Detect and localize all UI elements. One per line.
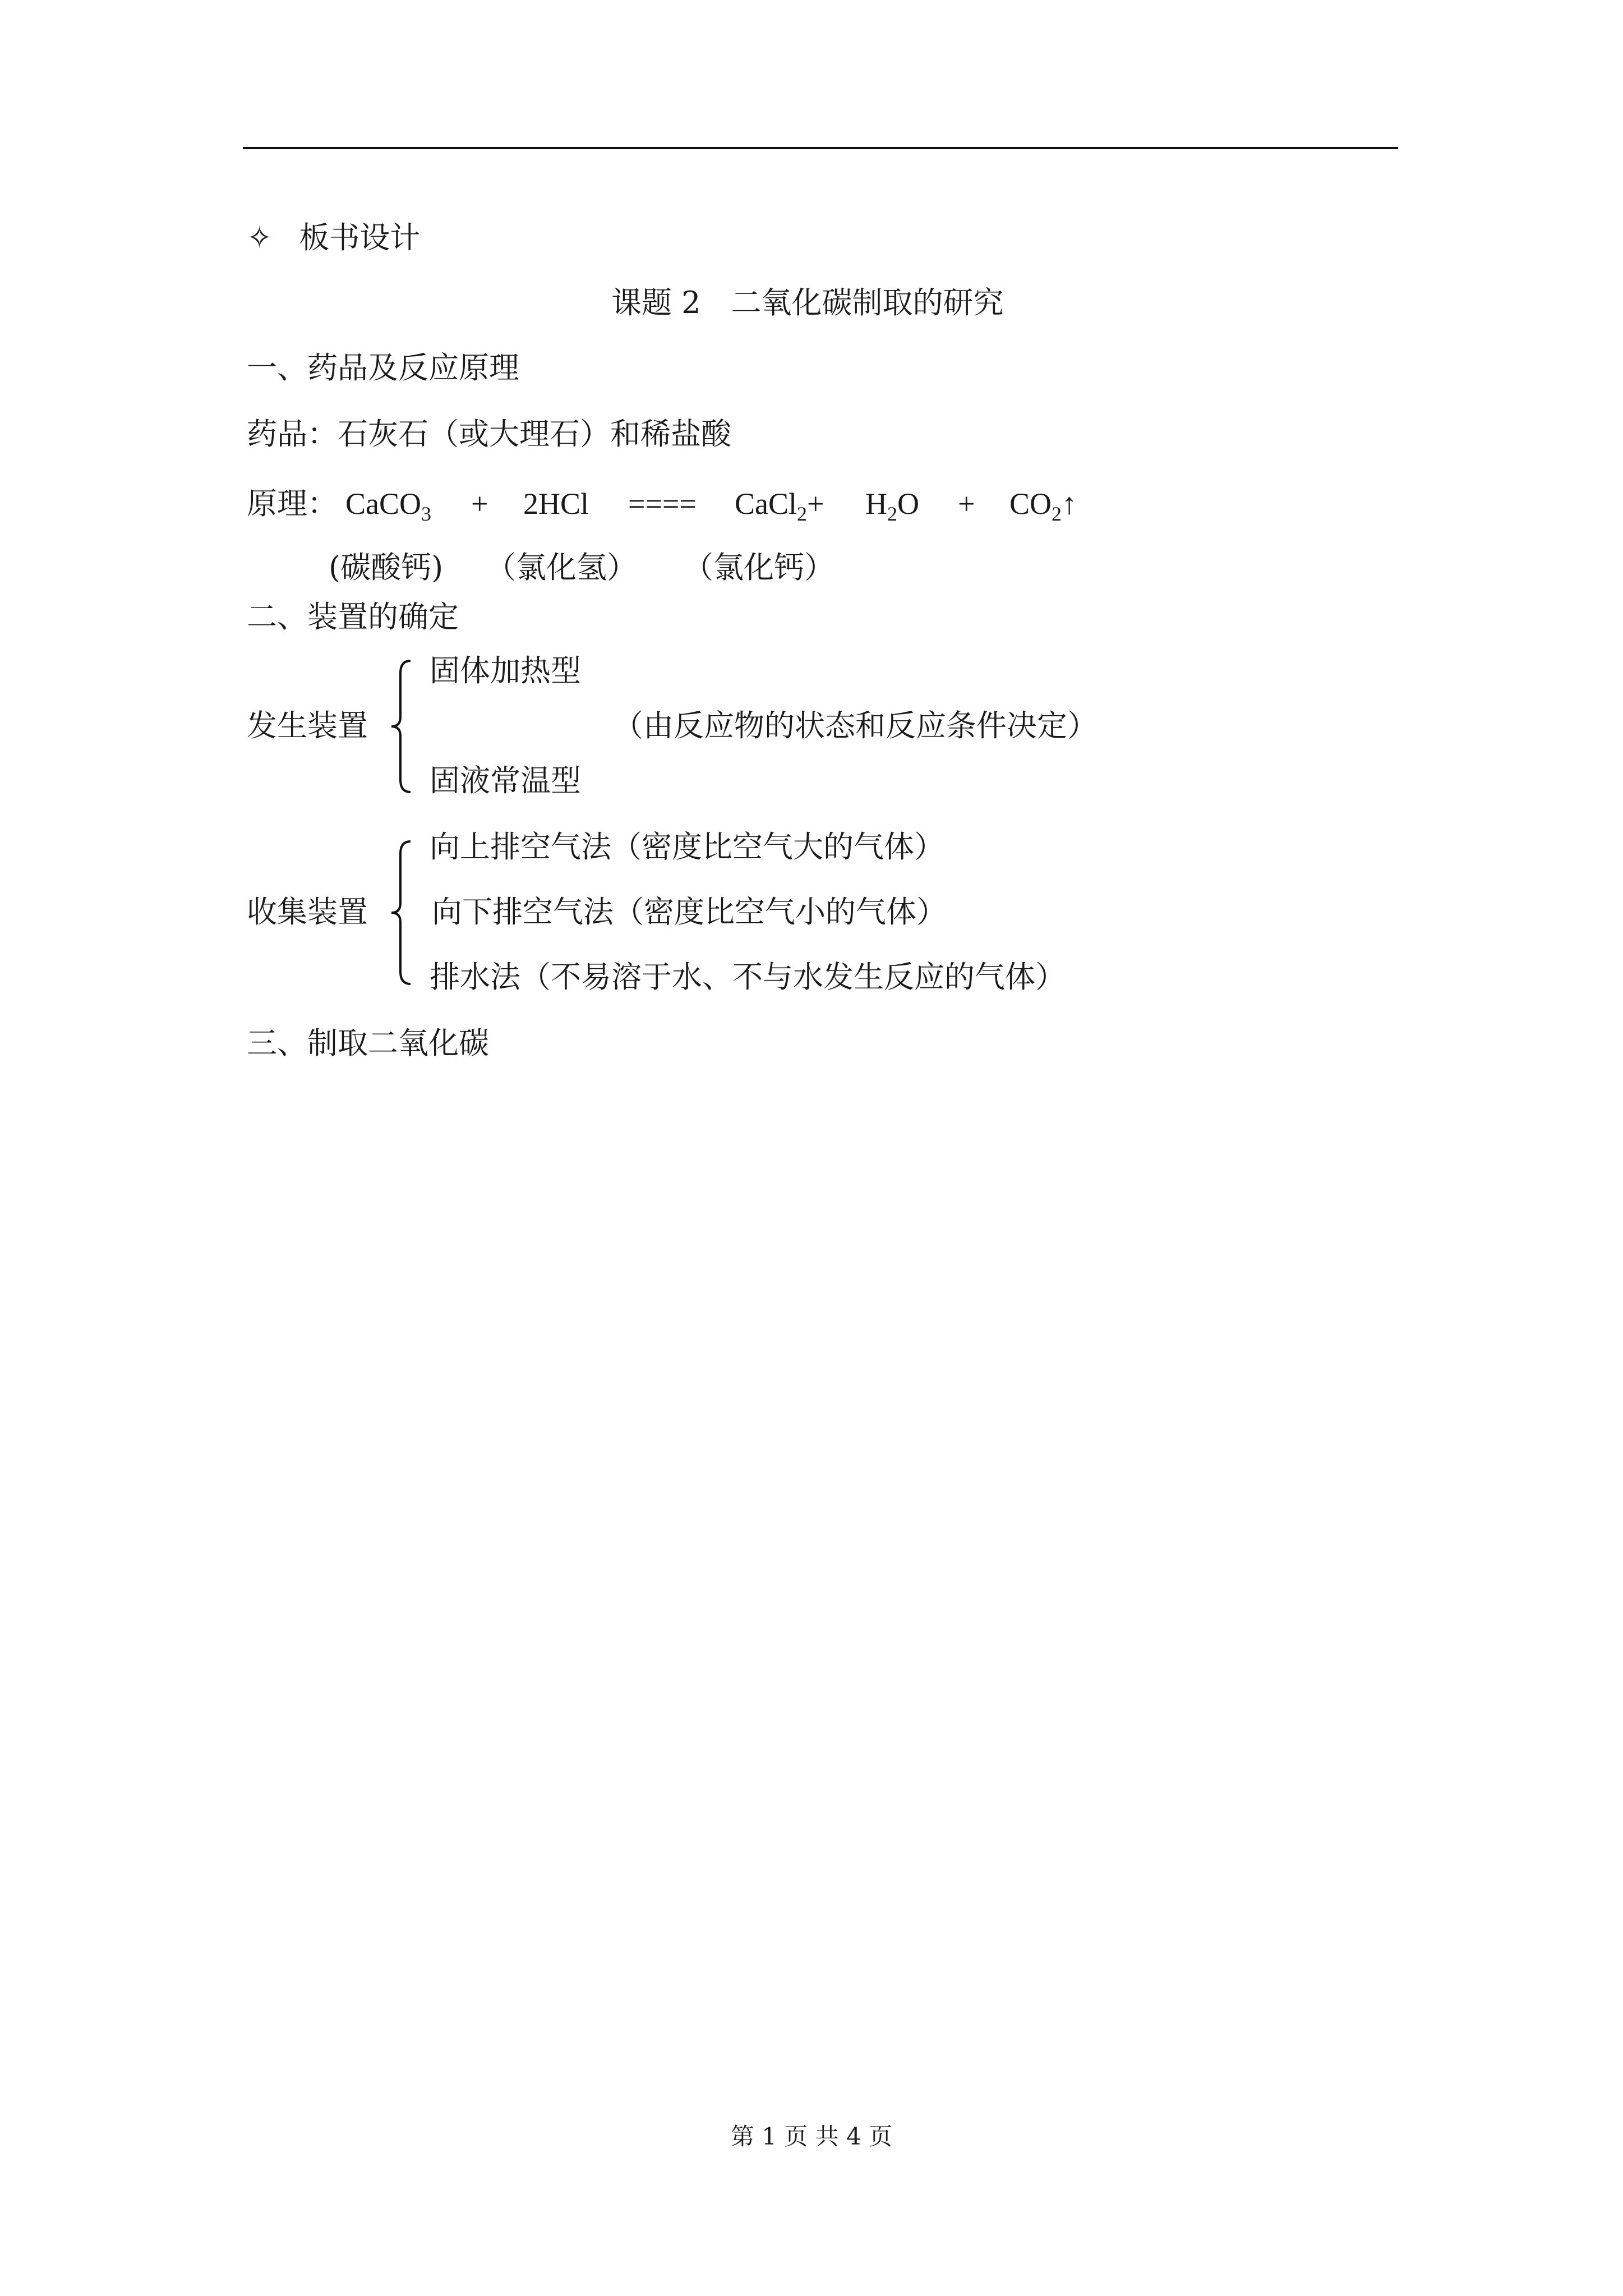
equation-plus2: + bbox=[958, 487, 975, 521]
equation-equals: ==== bbox=[628, 487, 697, 521]
equation-product1: CaCl$_2$+ bbox=[735, 487, 824, 525]
section-heading: 板书设计 bbox=[299, 220, 421, 255]
equation-product2: $H_2O$ bbox=[865, 487, 919, 525]
equation-reactant1: CaCO$_3$ bbox=[345, 487, 431, 525]
part3-heading: 三、制取二氧化碳 bbox=[247, 1025, 489, 1061]
equation-plus1: + bbox=[471, 487, 488, 521]
principle-label: 原理： bbox=[247, 486, 338, 521]
section-heading-row bbox=[247, 220, 420, 256]
collector-option-3: 排水法（不易溶于水、不与水发生反应的气体） bbox=[430, 959, 1066, 995]
equation-reactant2: 2HCl bbox=[523, 487, 589, 521]
reagents-text: 石灰石（或大理石）和稀盐酸 bbox=[338, 416, 731, 452]
lesson-title: 课题 2 二氧化碳制取的研究 bbox=[611, 285, 1004, 320]
equation-product3: $CO_2↑$ bbox=[1009, 487, 1077, 525]
generator-brace-icon bbox=[387, 656, 415, 797]
generator-label: 发生装置 bbox=[247, 708, 368, 743]
generator-option-2: 固液常温型 bbox=[430, 763, 581, 798]
collector-option-2: 向下排空气法（密度比空气小的气体） bbox=[432, 894, 947, 930]
reagents-row bbox=[247, 416, 731, 452]
part2-heading: 二、装置的确定 bbox=[247, 599, 459, 634]
collector-brace-icon bbox=[387, 837, 415, 988]
generator-note: （由反应物的状态和反应条件决定） bbox=[613, 708, 1098, 743]
page-footer: 第 1 页 共 4 页 bbox=[730, 2123, 893, 2150]
header-rule bbox=[243, 147, 1398, 149]
generator-option-1: 固体加热型 bbox=[430, 653, 581, 688]
collector-option-1: 向上排空气法（密度比空气大的气体） bbox=[430, 829, 944, 864]
part1-heading: 一、药品及反应原理 bbox=[247, 350, 519, 385]
gas-arrow-icon: ↑ bbox=[1062, 487, 1077, 521]
bullet-icon: ✧ bbox=[247, 220, 273, 255]
name-hydrogen-chloride: （氯化氢） bbox=[486, 550, 637, 585]
collector-label: 收集装置 bbox=[247, 894, 368, 930]
name-calcium-carbonate: (碳酸钙) bbox=[329, 550, 444, 585]
reagents-label: 药品： bbox=[247, 416, 338, 452]
name-calcium-chloride: （氯化钙） bbox=[683, 550, 834, 585]
